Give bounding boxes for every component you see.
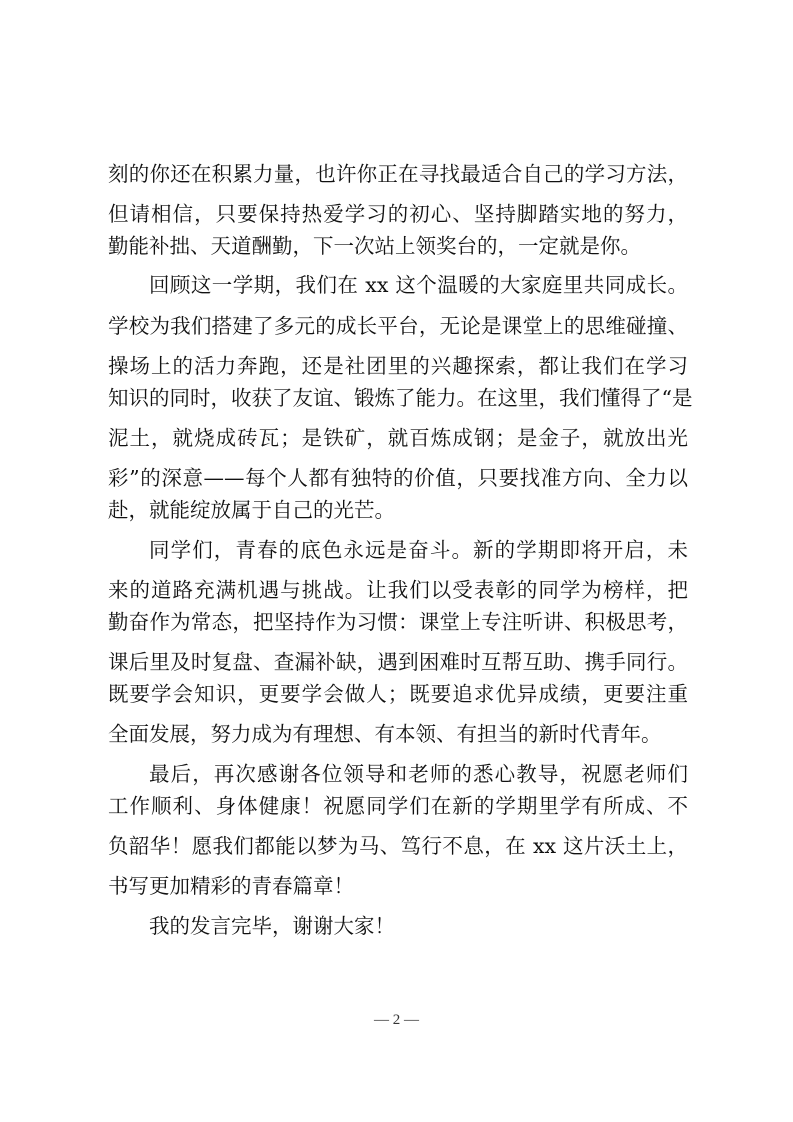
paragraph-line: 最后，再次感谢各位领导和老师的悉心教导，祝愿老师们 (149, 762, 688, 786)
paragraph-line: 全面发展，努力成为有理想、有本领、有担当的新时代青年。 (108, 722, 662, 746)
paragraph-line: 学校为我们搭建了多元的成长平台，无论是课堂上的思维碰撞、 (108, 314, 688, 338)
paragraph-line: 彩”的深意——每个人都有独特的价值，只要找准方向、全力以 (108, 466, 688, 490)
paragraph-line: 但请相信，只要保持热爱学习的初心、坚持脚踏实地的努力， (108, 202, 688, 226)
paragraph-line: 知识的同时，收获了友谊、锻炼了能力。在这里，我们懂得了“是 (108, 386, 693, 410)
paragraph-line: 我的发言完毕，谢谢大家！ (149, 914, 395, 938)
paragraph-line: 回顾这一学期，我们在 xx 这个温暖的大家庭里共同成长。 (149, 273, 688, 297)
paragraph-line: 同学们，青春的底色永远是奋斗。新的学期即将开启，未 (149, 538, 688, 562)
paragraph-line: 课后里及时复盘、查漏补缺，遇到困难时互帮互助、携手同行。 (108, 650, 688, 674)
paragraph-line: 书写更加精彩的青春篇章！ (108, 874, 354, 898)
paragraph-line: 赴，就能绽放属于自己的光芒。 (108, 498, 395, 522)
paragraph-line: 负韶华！愿我们都能以梦为马、笃行不息，在 xx 这片沃土上， (108, 834, 688, 858)
paragraph-line: 勤能补拙、天道酬勤，下一次站上领奖台的，一定就是你。 (108, 234, 641, 258)
paragraph-line: 勤奋作为常态，把坚持作为习惯：课堂上专注听讲、积极思考， (108, 610, 688, 634)
paragraph-line: 操场上的活力奔跑，还是社团里的兴趣探索，都让我们在学习 (108, 354, 688, 378)
paragraph-line: 既要学会知识，更要学会做人；既要追求优异成绩，更要注重 (108, 682, 688, 706)
paragraph-line: 工作顺利、身体健康！祝愿同学们在新的学期里学有所成、不 (108, 794, 688, 818)
page-number: — 2 — (374, 1012, 419, 1028)
paragraph-line: 来的道路充满机遇与挑战。让我们以受表彰的同学为榜样，把 (108, 578, 688, 602)
paragraph-line: 泥土，就烧成砖瓦；是铁矿，就百炼成钢；是金子，就放出光 (108, 426, 688, 450)
paragraph-line: 刻的你还在积累力量，也许你正在寻找最适合自己的学习方法， (108, 162, 688, 186)
